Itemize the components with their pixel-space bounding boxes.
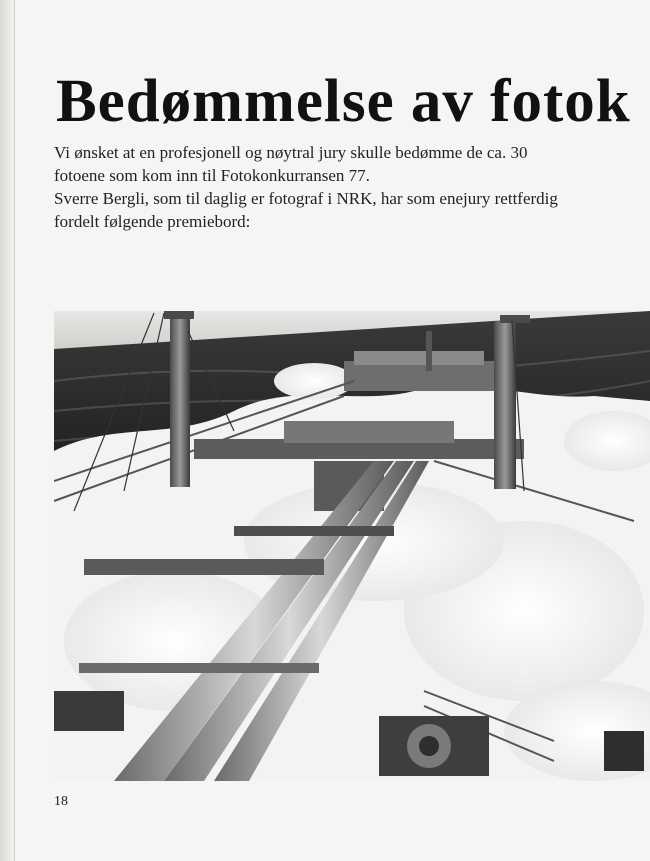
body-text-line-1: Vi ønsket at en profesjonell og nøytral jury skulle bedømme de ca. 30 xyxy=(54,143,528,162)
ship-deck-photo xyxy=(54,311,650,781)
body-text-line-2: fotoene som kom inn til Fotokonkurransen 77. xyxy=(54,166,370,185)
page-title: Bedømmelse av fotok xyxy=(56,67,631,135)
page-number: 18 xyxy=(54,794,68,809)
bow-winch xyxy=(379,716,489,776)
body-text-line-4: fordelt følgende premiebord: xyxy=(54,212,251,231)
page-edge xyxy=(14,0,15,861)
body-text-line-3: Sverre Bergli, som til daglig er fotograf i NRK, har som enejury rettferdig xyxy=(54,189,558,208)
